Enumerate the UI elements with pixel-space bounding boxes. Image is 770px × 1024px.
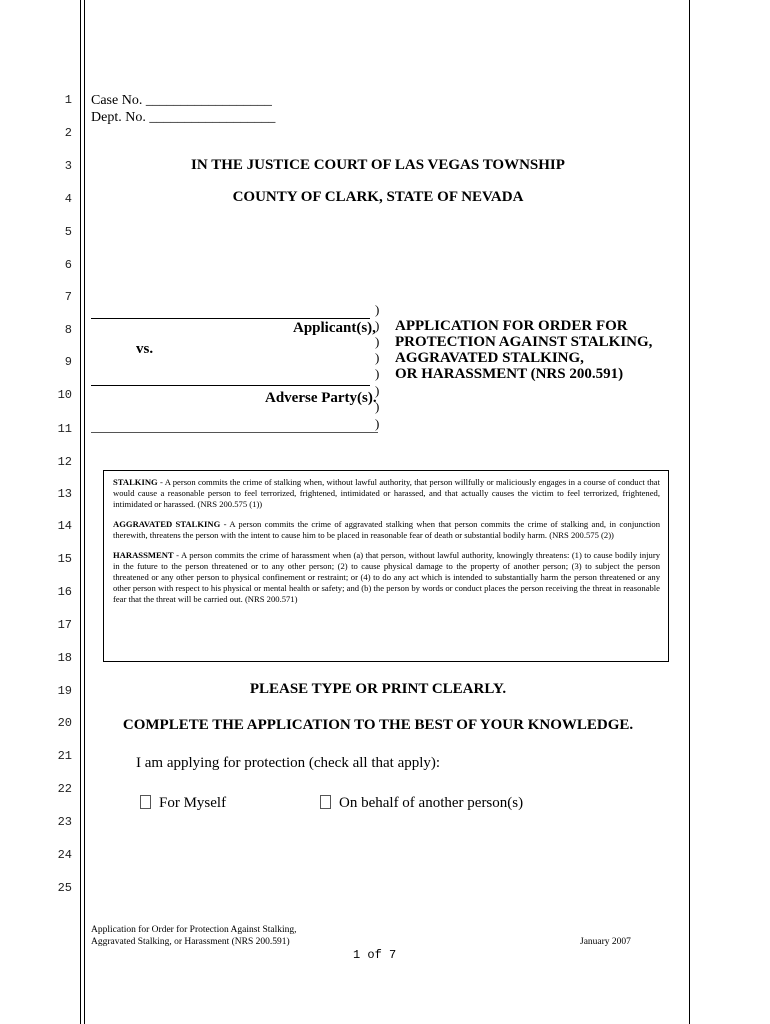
footer-form-title-2: Aggravated Stalking, or Harassment (NRS 200.591): [91, 937, 290, 947]
line-number: 13: [57, 487, 72, 501]
option-behalf-other[interactable]: [320, 795, 523, 812]
line-number: 20: [57, 716, 72, 730]
application-title: [395, 318, 652, 382]
behalf-other-checkbox[interactable]: [320, 795, 331, 809]
court-county: COUNTY OF CLARK, STATE OF NEVADA: [232, 189, 524, 205]
definition-term: STALKING: [113, 477, 158, 487]
for-myself-checkbox[interactable]: [140, 795, 151, 809]
page-number: 1 of 7: [353, 948, 397, 962]
definition-aggravated-stalking: [113, 519, 660, 541]
definition-stalking: [113, 477, 660, 510]
applicant-label: Applicant(s),: [293, 320, 376, 336]
line-number: 19: [57, 684, 72, 698]
line-number: 10: [57, 388, 72, 402]
adverse-party-label: Adverse Party(s).: [265, 390, 377, 406]
vs-label: vs.: [136, 341, 154, 357]
behalf-other-label: On behalf of another person(s): [339, 795, 524, 811]
line-number: 16: [57, 585, 72, 599]
line-number: 2: [64, 126, 72, 140]
definition-text: - A person commits the crime of aggravated stalking when that person commits the crime of stalking and, in conjunction therewith, threatens the person with the intent to cause him to be placed in reasonable fear of death or substantial bodily harm. (NRS 200.575 (2)): [113, 519, 660, 540]
line-number: 24: [57, 848, 72, 862]
caption-paren: ): [375, 334, 380, 349]
caption-paren: ): [375, 302, 380, 317]
dept-number-field[interactable]: Dept. No. __________________: [91, 110, 276, 125]
line-number: 17: [57, 618, 72, 632]
line-number: 22: [57, 782, 72, 796]
caption-paren: ): [375, 318, 380, 333]
definition-term: AGGRAVATED STALKING: [113, 519, 221, 529]
line-number: 7: [64, 290, 72, 304]
line-number: 5: [64, 225, 72, 239]
option-for-myself[interactable]: [140, 795, 226, 812]
line-number: 15: [57, 552, 72, 566]
line-number: 11: [57, 422, 72, 436]
application-title-line: OR HARASSMENT (NRS 200.591): [395, 366, 624, 382]
line-number: 25: [57, 881, 72, 895]
caption-paren: ): [375, 416, 380, 431]
definition-text: - A person commits the crime of harassment when (a) that person, without lawful authority, knowingly threatens: (1) to cause bodily injury in the future to the person threatened or to any other person; (2) to cause physical damage to the property of another person; (3) to subject the person threatened or any other person to physical confinement or restraint; or (4) to do any act which is intended to substantially harm the person threatened or any other person with respect to his physical or mental health or safety; and (b) the person by words or conduct places the person receiving the threat in reasonable fear that the threat will be carried out. (NRS 200.571): [113, 550, 660, 604]
definition-harassment: [113, 550, 660, 605]
adverse-party-name-line[interactable]: [91, 385, 370, 386]
footer-form-title-1: Application for Order for Protection Against Stalking,: [91, 925, 297, 935]
line-number: 12: [57, 455, 72, 469]
line-number: 3: [64, 159, 72, 173]
line-number: 14: [57, 519, 72, 533]
line-number: 23: [57, 815, 72, 829]
definition-text: - A person commits the crime of stalking when, without lawful authority, that person willfully or maliciously engages in a course of conduct that would cause a reasonable person to feel terrorized, frightened, intimidated or harassed, and that actually causes the victim to feel terrorized, frightened, intimidated or harassed. (NRS 200.575 (1)): [113, 477, 660, 509]
complete-instruction: COMPLETE THE APPLICATION TO THE BEST OF YOUR KNOWLEDGE.: [122, 717, 634, 733]
margin-rule-left-inner: [84, 0, 85, 1024]
protection-prompt: I am applying for protection (check all that apply):: [136, 755, 441, 771]
case-number-field[interactable]: Case No. __________________: [91, 93, 272, 108]
definitions-box: [103, 470, 669, 662]
line-number: 9: [64, 355, 72, 369]
caption-paren: ): [375, 366, 380, 381]
for-myself-label: For Myself: [159, 795, 227, 811]
margin-rule-right: [689, 0, 690, 1024]
applicant-name-line[interactable]: [91, 318, 370, 319]
caption-paren: ): [375, 383, 380, 398]
line-number: 1: [64, 93, 72, 107]
type-print-instruction: PLEASE TYPE OR PRINT CLEARLY.: [249, 681, 507, 697]
line-number: 21: [57, 749, 72, 763]
caption-paren: ): [375, 350, 380, 365]
definition-term: HARASSMENT: [113, 550, 174, 560]
caption-paren: ): [375, 399, 380, 414]
line-number: 6: [64, 258, 72, 272]
application-title-line: APPLICATION FOR ORDER FOR: [395, 318, 628, 334]
application-title-line: PROTECTION AGAINST STALKING,: [395, 334, 653, 350]
caption-bottom-line: [91, 432, 378, 433]
line-number: 4: [64, 192, 72, 206]
line-number: 18: [57, 651, 72, 665]
footer-date: January 2007: [580, 937, 631, 947]
line-number: 8: [64, 323, 72, 337]
margin-rule-left: [80, 0, 81, 1024]
application-title-line: AGGRAVATED STALKING,: [395, 350, 584, 366]
court-title: IN THE JUSTICE COURT OF LAS VEGAS TOWNSHIP: [191, 157, 565, 173]
